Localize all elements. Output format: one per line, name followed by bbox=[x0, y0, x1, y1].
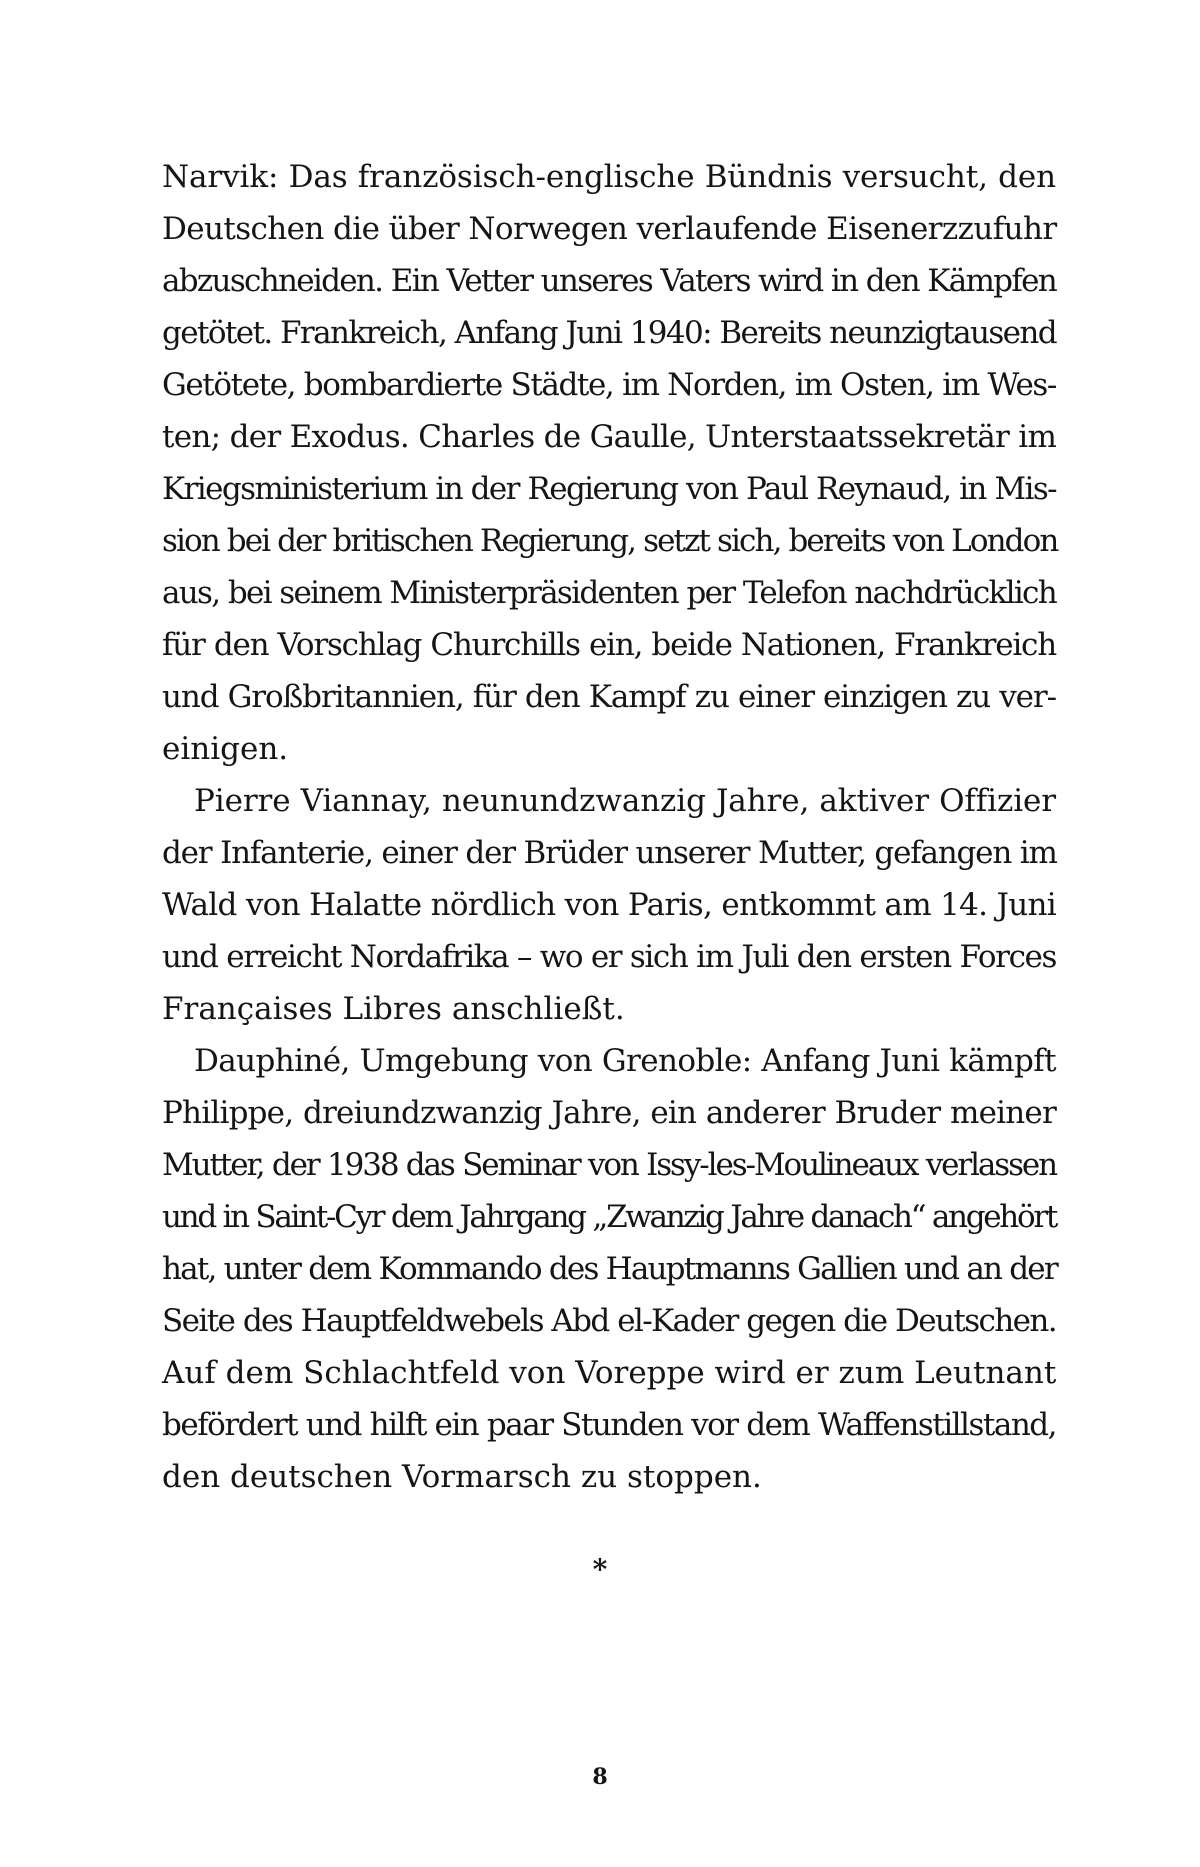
text-line: hat, unter dem Kommando des Hauptmanns Gallien und an der bbox=[162, 1251, 1057, 1287]
text-line: abzuschneiden. Ein Vetter unseres Vaters wird in den Kämpfen bbox=[162, 263, 1056, 299]
paragraph bbox=[162, 1035, 1056, 1503]
text-line: sion bei der britischen Regierung, setzt sich, bereits von London bbox=[162, 523, 1058, 559]
text-line: für den Vorschlag Churchills ein, beide Nationen, Frankreich bbox=[162, 627, 1056, 663]
text-line: aus, bei seinem Ministerpräsidenten per Telefon nachdrücklich bbox=[162, 575, 1056, 611]
text-line: Pierre Viannay, neunundzwanzig Jahre, aktiver Offizier bbox=[194, 783, 1056, 819]
text-line: und Großbritannien, für den Kampf zu einer einzigen zu ver- bbox=[162, 679, 1056, 715]
text-line: den deutschen Vormarsch zu stoppen. bbox=[162, 1459, 762, 1495]
text-line: Françaises Libres anschließt. bbox=[162, 991, 625, 1027]
text-line: Auf dem Schlachtfeld von Voreppe wird er zum Leutnant bbox=[162, 1355, 1057, 1391]
body-text bbox=[162, 151, 1056, 1503]
text-line: Getötete, bombardierte Städte, im Norden, im Osten, im Wes- bbox=[162, 367, 1056, 403]
text-line: einigen. bbox=[162, 731, 289, 767]
text-line: der Infanterie, einer der Brüder unserer Mutter, gefangen im bbox=[162, 835, 1057, 871]
text-line: Seite des Hauptfeldwebels Abd el-Kader gegen die Deutschen. bbox=[162, 1303, 1056, 1339]
page-number: 8 bbox=[592, 1764, 608, 1790]
text-line: befördert und hilft ein paar Stunden vor dem Waffenstillstand, bbox=[162, 1407, 1056, 1443]
text-line: Deutschen die über Norwegen verlaufende Eisenerzzufuhr bbox=[162, 211, 1057, 247]
text-line: und in Saint-Cyr dem Jahrgang „Zwanzig Jahre danach“ angehört bbox=[162, 1199, 1056, 1235]
text-line: Dauphiné, Umgebung von Grenoble: Anfang Juni kämpft bbox=[194, 1043, 1056, 1079]
text-line: und erreicht Nordafrika – wo er sich im Juli den ersten Forces bbox=[162, 939, 1056, 975]
text-line: Narvik: Das französisch-englische Bündnis versucht, den bbox=[162, 159, 1056, 195]
paragraph bbox=[162, 775, 1056, 1035]
text-line: Kriegsministerium in der Regierung von Paul Reynaud, in Mis- bbox=[162, 471, 1056, 507]
text-line: Wald von Halatte nördlich von Paris, entkommt am 14. Juni bbox=[162, 887, 1056, 923]
text-line: getötet. Frankreich, Anfang Juni 1940: Bereits neunzigtausend bbox=[162, 315, 1056, 351]
text-line: Mutter, der 1938 das Seminar von Issy-les-Moulineaux verlassen bbox=[162, 1147, 1056, 1183]
text-line: ten; der Exodus. Charles de Gaulle, Unterstaatssekretär im bbox=[162, 419, 1057, 455]
text-line: Philippe, dreiundzwanzig Jahre, ein anderer Bruder meiner bbox=[162, 1095, 1056, 1131]
section-separator: * bbox=[592, 1553, 608, 1586]
paragraph bbox=[162, 151, 1056, 775]
